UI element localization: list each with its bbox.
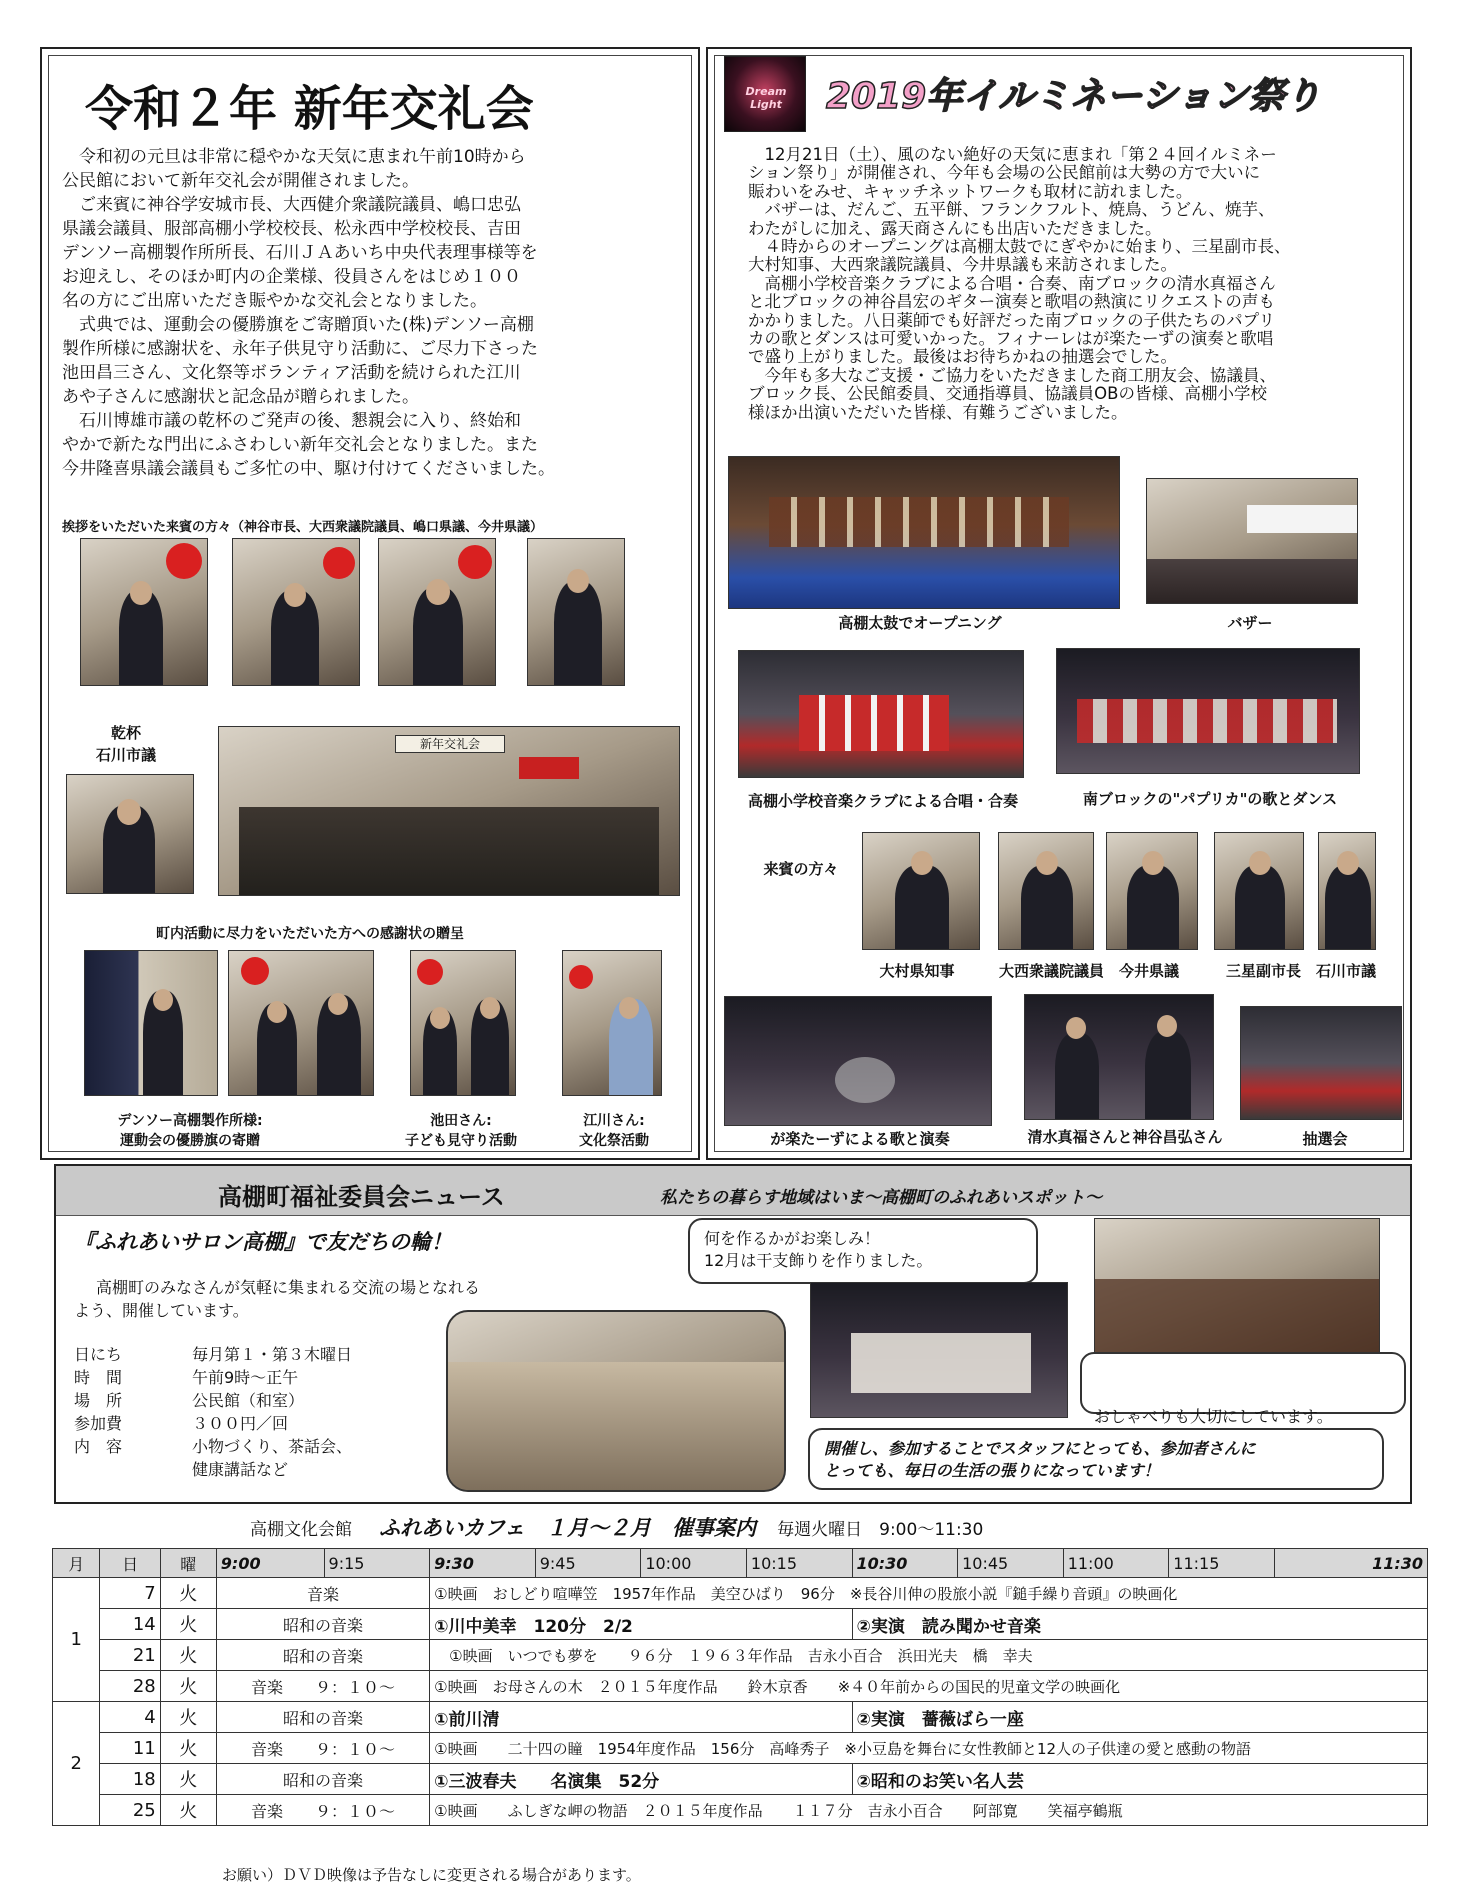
award-photo-3 bbox=[410, 950, 516, 1096]
day-cell: 21 bbox=[100, 1640, 160, 1671]
weekday-cell: 火 bbox=[160, 1671, 216, 1702]
cap-paprika: 南ブロックの"パプリカ"の歌とダンス bbox=[1082, 790, 1338, 808]
table-row bbox=[53, 1671, 1428, 1702]
newyear-line: 公民館において新年交礼会が開催されました。 bbox=[62, 171, 419, 191]
newyear-body bbox=[62, 145, 682, 481]
award-cap-1a: デンソー高棚製作所様: bbox=[117, 1113, 263, 1129]
guest-photo-3 bbox=[378, 538, 496, 686]
day-cell: 4 bbox=[100, 1702, 160, 1733]
early-slot-cell: 音楽 ９：１０～ bbox=[216, 1671, 429, 1702]
illum-line: 高棚小学校音楽クラブによる合唱・合奏、南ブロックの清水真福さん bbox=[748, 273, 1276, 293]
table-row bbox=[53, 1795, 1428, 1826]
early-slot-cell: 音楽 ９：１０～ bbox=[216, 1733, 429, 1764]
table-header-cell: 月 bbox=[53, 1549, 100, 1578]
salon-info-key: 内 容 bbox=[74, 1437, 123, 1456]
early-slot-cell: 音楽 bbox=[216, 1578, 429, 1609]
cafe-note: お願い）ＤＶＤ映像は予告なしに変更される場合があります。 bbox=[222, 1866, 641, 1884]
table-row bbox=[53, 1640, 1428, 1671]
newyear-line: 県議会議員、服部高棚小学校校長、松永西中学校校長、吉田 bbox=[62, 219, 521, 239]
illum-line: かかりました。八日薬師でも好評だった南ブロックの子供たちのパプリ bbox=[748, 310, 1276, 330]
cap-guitar: 清水真福さんと神谷昌弘さん bbox=[1027, 1128, 1223, 1146]
early-slot-cell: 昭和の音楽 bbox=[216, 1764, 429, 1795]
table-header-cell: 曜 bbox=[160, 1549, 216, 1578]
award-cap-3b: 文化祭活動 bbox=[579, 1133, 649, 1149]
illum-line: ブロック長、公民館委員、交通指導員、協議員OBの皆様、高棚小学校 bbox=[748, 384, 1267, 404]
early-slot-cell: 音楽 ９：１０～ bbox=[216, 1795, 429, 1826]
toast-caption-1: 乾杯 bbox=[110, 724, 141, 742]
cafe-schedule: 毎週火曜日 9:00～11:30 bbox=[777, 1520, 984, 1540]
newyear-line: やかで新たな門出にふさわしい新年交礼会となりました。また bbox=[62, 435, 538, 455]
award-cap-2a: 池田さん: bbox=[430, 1113, 492, 1129]
table-header-cell: 9:45 bbox=[535, 1549, 641, 1578]
table-row bbox=[53, 1609, 1428, 1640]
salon-info-value: ３００円／回 bbox=[192, 1414, 289, 1433]
newyear-line: お迎えし、そのほか町内の企業様、役員さんをはじめ１００ bbox=[62, 267, 521, 287]
omura-photo bbox=[862, 832, 980, 950]
taiko-photo bbox=[728, 456, 1120, 609]
salon-info bbox=[74, 1342, 434, 1480]
program-cell: ①前川清 bbox=[430, 1702, 852, 1733]
weekday-cell: 火 bbox=[160, 1764, 216, 1795]
table-header-cell: 10:15 bbox=[746, 1549, 852, 1578]
weekday-cell: 火 bbox=[160, 1702, 216, 1733]
table-header-cell: 9:15 bbox=[324, 1549, 430, 1578]
welfare-header-title: 高棚町福祉委員会ニュース bbox=[218, 1183, 505, 1211]
salon-info-row bbox=[74, 1388, 434, 1411]
salon-info-value: 毎月第１・第３木曜日 bbox=[192, 1345, 353, 1364]
newyear-line: 製作所様に感謝状を、永年子供見守り活動に、ご尽力下さった bbox=[62, 339, 538, 359]
month-cell: 1 bbox=[53, 1578, 100, 1702]
salon-info-value: 午前9時～正午 bbox=[192, 1368, 299, 1387]
program-cell: ①映画 ふしぎな岬の物語 ２０１５年度作品 １１７分 吉永小百合 阿部寛 笑福亭鶴瓶 bbox=[430, 1795, 1428, 1826]
table-header-cell: 11:30 bbox=[1274, 1549, 1427, 1578]
program-cell: ①川中美幸 120分 2/2 bbox=[430, 1609, 852, 1640]
award-photo-2 bbox=[228, 950, 374, 1096]
party-photo bbox=[218, 726, 680, 896]
salon-info-row bbox=[74, 1457, 434, 1480]
newyear-line: 石川博雄市議の乾杯のご発声の後、懇親会に入り、終始和 bbox=[62, 411, 521, 431]
onishi-photo bbox=[998, 832, 1094, 950]
newyear-line: 今井隆喜県議会議員もご多忙の中、駆け付けてくださいました。 bbox=[62, 459, 555, 479]
newyear-line: あや子さんに感謝状と記念品が贈られました。 bbox=[62, 387, 419, 407]
award-cap-3a: 江川さん: bbox=[583, 1113, 645, 1129]
welfare-header-sub: 私たちの暮らす地域はいま～高棚町のふれあいスポット～ bbox=[660, 1188, 1102, 1208]
cap-lottery: 抽選会 bbox=[1302, 1130, 1348, 1148]
program-cell-2: ②昭和のお笑い名人芸 bbox=[852, 1764, 1428, 1795]
salon-info-value: 小物づくり、茶話会、 bbox=[192, 1437, 353, 1456]
salon-info-key bbox=[74, 1457, 192, 1480]
bubble-chat bbox=[1080, 1352, 1406, 1426]
award-cap-1b: 運動会の優勝旗の寄贈 bbox=[120, 1133, 260, 1149]
illum-line: ション祭り」が開催され、今年も会場の公民館前は大勢の方で大いに bbox=[748, 163, 1261, 183]
chat-photo bbox=[1094, 1218, 1380, 1360]
toast-caption-2: 石川市議 bbox=[95, 746, 156, 764]
table-row bbox=[53, 1702, 1428, 1733]
paprika-photo bbox=[1056, 648, 1360, 774]
salon-info-value: 公民館（和室） bbox=[192, 1391, 305, 1410]
table-header-row bbox=[53, 1549, 1428, 1578]
table-header-cell: 9:30 bbox=[430, 1549, 536, 1578]
month-cell: 2 bbox=[53, 1702, 100, 1826]
illum-line: で盛り上がりました。最後はお待ちかねの抽選会でした。 bbox=[748, 347, 1177, 367]
illum-line: カの歌とダンスは可愛いかった。フィナーレはが楽たーずの演奏と歌唱 bbox=[748, 329, 1274, 349]
illum-line: わたがしに加え、露天商さんにも出店いただきました。 bbox=[748, 218, 1162, 238]
cafe-title: ふれあいカフェ １月～２月 催事案内 bbox=[379, 1516, 757, 1540]
cap-band: が楽たーずによる歌と演奏 bbox=[770, 1130, 950, 1148]
award-photo-1 bbox=[84, 950, 218, 1096]
day-cell: 7 bbox=[100, 1578, 160, 1609]
illum-line: 賑わいをみせ、キャッチネットワークも取材に訪れました。 bbox=[748, 181, 1193, 201]
program-cell: ①映画 おしどり喧嘩笠 1957年作品 美空ひばり 96分 ※長谷川伸の股旅小説『鎚手繰り音頭』の映画化 bbox=[430, 1578, 1428, 1609]
day-cell: 25 bbox=[100, 1795, 160, 1826]
illum-line: バザーは、だんご、五平餅、フランクフルト、焼鳥、うどん、焼芋、 bbox=[748, 200, 1275, 220]
salon-info-value: 健康講話など bbox=[192, 1460, 289, 1479]
salon-info-key: 日にち bbox=[74, 1345, 123, 1364]
table-header-cell: 10:45 bbox=[958, 1549, 1064, 1578]
cafe-schedule-table bbox=[52, 1548, 1428, 1826]
early-slot-cell: 昭和の音楽 bbox=[216, 1702, 429, 1733]
illum-line: 様ほか出演いただいた皆様、有難うございました。 bbox=[748, 402, 1128, 422]
bazaar-photo bbox=[1146, 478, 1358, 604]
table-header-cell: 10:00 bbox=[641, 1549, 747, 1578]
table-header-cell: 11:15 bbox=[1169, 1549, 1275, 1578]
program-cell: ①映画 いつでも夢を ９６分 １９６３年作品 吉永小百合 浜田光夫 橋 幸夫 bbox=[430, 1640, 1428, 1671]
festival-logo-text: Dream Light bbox=[745, 85, 787, 111]
newyear-line: デンソー高棚製作所所長、石川ＪＡあいち中央代表理事様等を bbox=[62, 243, 538, 263]
weekday-cell: 火 bbox=[160, 1795, 216, 1826]
guests-caption: 挨拶をいただいた来賓の方々（神谷市長、大西衆議院議員、嶋口県議、今井県議） bbox=[62, 520, 544, 535]
program-cell-2: ②実演 読み聞かせ音楽 bbox=[852, 1609, 1428, 1640]
guest-photo-2 bbox=[232, 538, 360, 686]
table-row bbox=[53, 1733, 1428, 1764]
early-slot-cell: 昭和の音楽 bbox=[216, 1609, 429, 1640]
guest-photo-4 bbox=[527, 538, 625, 686]
table-header-cell: 日 bbox=[100, 1549, 160, 1578]
salon-room-photo bbox=[446, 1310, 786, 1492]
illum-line: 12月21日（土）、風のない絶好の天気に恵まれ「第２４回イルミネー bbox=[748, 145, 1277, 164]
award-photo-4 bbox=[562, 950, 662, 1096]
bubble-crafts: 何を作るかがお楽しみ！ 12月は干支飾りを作りました。 bbox=[688, 1218, 1038, 1284]
cafe-venue: 高棚文化会館 bbox=[250, 1520, 352, 1540]
lottery-photo bbox=[1240, 1006, 1402, 1120]
guest-photo-1 bbox=[80, 538, 208, 686]
award-caption: 町内活動に尽力をいただいた方への感謝状の贈呈 bbox=[156, 926, 464, 942]
imai-photo bbox=[1106, 832, 1198, 950]
ishikawa-photo bbox=[1318, 832, 1376, 950]
salon-info-row bbox=[74, 1411, 434, 1434]
program-cell: ①三波春夫 名演集 52分 bbox=[430, 1764, 852, 1795]
choir-photo bbox=[738, 650, 1024, 778]
newyear-line: 池田昌三さん、文化祭等ボランティア活動を続けられた江川 bbox=[62, 363, 521, 383]
day-cell: 28 bbox=[100, 1671, 160, 1702]
bubble-chat-line-1: おしゃべりも大切にしています。 bbox=[1094, 1407, 1333, 1426]
program-cell-2: ②実演 薔薇ばら一座 bbox=[852, 1702, 1428, 1733]
salon-info-key: 参加費 bbox=[74, 1414, 123, 1433]
salon-info-row bbox=[74, 1342, 434, 1365]
table-row bbox=[53, 1764, 1428, 1795]
festival-logo bbox=[724, 56, 806, 132]
cap-mitsuboshi-ishikawa: 三星副市長 石川市議 bbox=[1225, 962, 1376, 980]
award-cap-2b: 子ども見守り活動 bbox=[405, 1133, 517, 1149]
toast-photo bbox=[66, 774, 194, 894]
newyear-line: 令和初の元旦は非常に穏やかな天気に恵まれ午前10時から bbox=[62, 147, 526, 167]
salon-title: 『ふれあいサロン高棚』で友だちの輪！ bbox=[74, 1230, 452, 1254]
illum-line: と北ブロックの神谷昌宏のギター演奏と歌唱の熱演にリクエストの声も bbox=[748, 292, 1275, 312]
band-photo bbox=[724, 996, 992, 1126]
table-header-cell: 10:30 bbox=[852, 1549, 958, 1578]
salon-info-key: 場 所 bbox=[74, 1391, 123, 1410]
program-cell: ①映画 お母さんの木 ２０１５年度作品 鈴木京香 ※４０年前からの国民的児童文学の映画化 bbox=[430, 1671, 1428, 1702]
weekday-cell: 火 bbox=[160, 1733, 216, 1764]
table-header-cell: 11:00 bbox=[1063, 1549, 1169, 1578]
program-cell: ①映画 二十四の瞳 1954年度作品 156分 高峰秀子 ※小豆島を舞台に女性教師と12人の子供達の愛と感動の物語 bbox=[430, 1733, 1428, 1764]
salon-info-row bbox=[74, 1434, 434, 1457]
crafts-photo bbox=[810, 1282, 1068, 1418]
party-banner: 新年交礼会 bbox=[395, 735, 505, 753]
day-cell: 11 bbox=[100, 1733, 160, 1764]
cap-onishi-imai: 大西衆議院議員 今井県議 bbox=[998, 962, 1179, 980]
salon-intro-2: よう、開催しています。 bbox=[74, 1301, 249, 1320]
newyear-line: 名の方にご出席いただき賑やかな交礼会となりました。 bbox=[62, 291, 487, 311]
salon-intro-1: 高棚町のみなさんが気軽に集まれる交流の場となれる bbox=[80, 1278, 481, 1297]
newyear-line: 式典では、運動会の優勝旗をご寄贈頂いた(株)デンソー高棚 bbox=[62, 315, 534, 335]
table-header-cell: 9:00 bbox=[216, 1549, 324, 1578]
illum-line: ４時からのオープニングは高棚太鼓でにぎやかに始まり、三星副市長、 bbox=[748, 237, 1291, 257]
bubble-staff: 開催し、参加することでスタッフにとっても、参加者さんに とっても、毎日の生活の張りになっています！ bbox=[808, 1428, 1384, 1490]
early-slot-cell: 昭和の音楽 bbox=[216, 1640, 429, 1671]
cap-bazaar: バザー bbox=[1227, 614, 1273, 632]
day-cell: 14 bbox=[100, 1609, 160, 1640]
newyear-title: 令和２年 新年交礼会 bbox=[85, 81, 534, 137]
weekday-cell: 火 bbox=[160, 1578, 216, 1609]
newyear-line: ご来賓に神谷学安城市長、大西健介衆議院議員、嶋口忠弘 bbox=[62, 195, 521, 215]
weekday-cell: 火 bbox=[160, 1640, 216, 1671]
illum-line: 今年も多大なご支援・ご協力をいただきました商工朋友会、協議員、 bbox=[748, 365, 1276, 385]
cap-choir: 高棚小学校音楽クラブによる合唱・合奏 bbox=[747, 792, 1018, 810]
weekday-cell: 火 bbox=[160, 1609, 216, 1640]
illumination-body bbox=[748, 146, 1388, 422]
cap-guests-label: 来賓の方々 bbox=[763, 860, 839, 878]
cap-taiko: 高棚太鼓でオープニング bbox=[838, 614, 1002, 632]
salon-info-row bbox=[74, 1365, 434, 1388]
cafe-header bbox=[250, 1512, 1250, 1540]
salon-info-key: 時 間 bbox=[74, 1368, 123, 1387]
table-row bbox=[53, 1578, 1428, 1609]
mitsuboshi-photo bbox=[1214, 832, 1304, 950]
guitar-photo bbox=[1024, 994, 1214, 1120]
day-cell: 18 bbox=[100, 1764, 160, 1795]
illumination-title: 2019年イルミネーション祭り bbox=[826, 76, 1321, 117]
illum-line: 大村知事、大西衆議院議員、今井県議も来訪されました。 bbox=[748, 255, 1177, 275]
cap-omura: 大村県知事 bbox=[879, 962, 955, 980]
